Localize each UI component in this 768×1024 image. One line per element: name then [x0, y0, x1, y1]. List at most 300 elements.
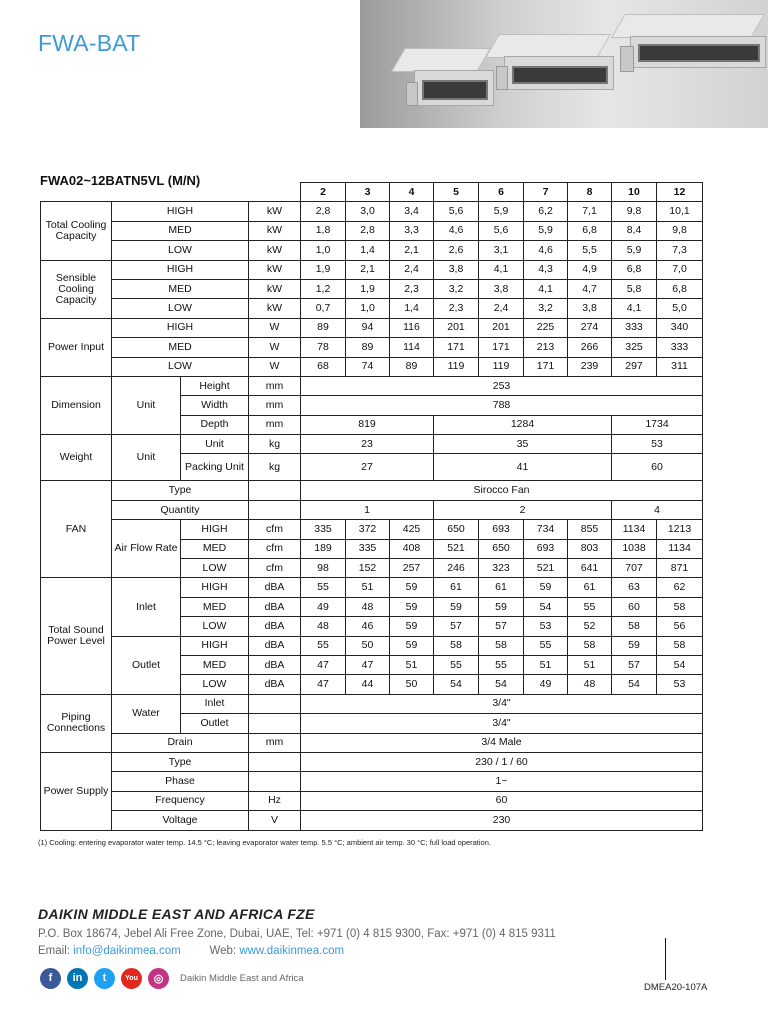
fan-coil-unit-small	[384, 48, 484, 110]
unit-cell	[249, 752, 301, 771]
value-cell: 3,8	[434, 260, 479, 279]
capacity-header: 10	[612, 183, 657, 202]
fan-coil-unit-large	[604, 14, 764, 80]
level-label: MED	[181, 539, 249, 558]
level-label: LOW	[112, 357, 249, 376]
value-cell: 54	[524, 597, 568, 616]
value-cell: 98	[301, 559, 346, 578]
youtube-icon[interactable]: You	[121, 968, 142, 989]
value-cell: 5,9	[524, 221, 568, 240]
value-cell: 333	[657, 338, 703, 357]
value-cell: 58	[657, 597, 703, 616]
footnote: (1) Cooling: entering evaporator water temp. 14.5 °C; leaving evaporator water temp. 5.5 °C; ambient air temp. 30 °C; full load operation.	[38, 838, 491, 847]
value-cell: 521	[434, 539, 479, 558]
row-label-fan: FAN	[41, 481, 112, 578]
value-cell: 323	[479, 559, 524, 578]
value-cell: 2,1	[390, 241, 434, 260]
row-label-power-input: Power Input	[41, 318, 112, 376]
value-cell: 693	[479, 520, 524, 539]
param-label: Inlet	[181, 694, 249, 713]
value-cell: 2,8	[301, 202, 346, 221]
value-cell: 58	[479, 636, 524, 655]
value-cell: 521	[524, 559, 568, 578]
unit-cell: mm	[249, 376, 301, 395]
value-cell: 734	[524, 520, 568, 539]
value-cell: 55	[524, 636, 568, 655]
unit-cell: dBA	[249, 636, 301, 655]
value-cell: 2,6	[434, 241, 479, 260]
instagram-icon[interactable]: ◎	[148, 968, 169, 989]
value-cell: 1,8	[301, 221, 346, 240]
value-cell: 4,6	[524, 241, 568, 260]
value-cell: 78	[301, 338, 346, 357]
value-cell: 61	[434, 578, 479, 597]
value-cell: 2,8	[346, 221, 390, 240]
unit-cell: dBA	[249, 655, 301, 674]
value-cell: 246	[434, 559, 479, 578]
unit-cell: kW	[249, 260, 301, 279]
value-cell: 23	[301, 435, 434, 454]
table-row	[41, 357, 703, 376]
value-cell: 0,7	[301, 299, 346, 318]
value-cell: 803	[568, 539, 612, 558]
row-label-power-supply: Power Supply	[41, 752, 112, 830]
value-cell: 4,1	[479, 260, 524, 279]
value-cell: 325	[612, 338, 657, 357]
unit-cell: W	[249, 318, 301, 337]
unit-cell: kW	[249, 202, 301, 221]
unit-cell: kg	[249, 435, 301, 454]
table-row	[41, 636, 703, 655]
value-cell: 225	[524, 318, 568, 337]
company-address: P.O. Box 18674, Jebel Ali Free Zone, Dubai, UAE, Tel: +971 (0) 4 815 9300, Fax: +971 (0) 4 815 9311	[38, 928, 556, 940]
value-cell: 59	[434, 597, 479, 616]
fan-coil-unit-medium	[478, 34, 608, 100]
value-cell: 189	[301, 539, 346, 558]
value-cell: 201	[434, 318, 479, 337]
value-cell: 60	[612, 597, 657, 616]
value-cell: 213	[524, 338, 568, 357]
sub-label: Unit	[112, 376, 181, 434]
brand-title: FWA-BAT	[38, 30, 141, 56]
value-cell: 3,4	[390, 202, 434, 221]
value-cell: 6,2	[524, 202, 568, 221]
value-cell: 2,4	[390, 260, 434, 279]
value-cell: 707	[612, 559, 657, 578]
value-cell: 55	[301, 578, 346, 597]
value-cell: 47	[301, 675, 346, 694]
value-cell: 59	[390, 578, 434, 597]
value-cell: 9,8	[657, 221, 703, 240]
value-cell: 58	[568, 636, 612, 655]
table-row	[41, 733, 703, 752]
table-row	[41, 811, 703, 830]
value-cell: 55	[568, 597, 612, 616]
unit-cell	[249, 772, 301, 791]
company-name: DAIKIN MIDDLE EAST AND AFRICA FZE	[38, 906, 315, 922]
sub-label: Air Flow Rate	[112, 520, 181, 578]
value-cell: 1~	[301, 772, 703, 791]
value-cell: 425	[390, 520, 434, 539]
value-cell: 1,0	[346, 299, 390, 318]
value-cell: 4,1	[524, 279, 568, 298]
value-cell: 54	[479, 675, 524, 694]
value-cell: 641	[568, 559, 612, 578]
row-label-weight: Weight	[41, 435, 112, 481]
value-cell: 50	[346, 636, 390, 655]
param-label: Voltage	[112, 811, 249, 830]
value-cell: 1734	[612, 415, 703, 434]
value-cell: 41	[434, 454, 612, 481]
unit-cell: dBA	[249, 578, 301, 597]
value-cell: 5,6	[434, 202, 479, 221]
table-row	[41, 241, 703, 260]
value-cell: 871	[657, 559, 703, 578]
value-cell: 171	[524, 357, 568, 376]
row-label-total-cooling: Total Cooling Capacity	[41, 202, 112, 260]
value-cell: 3/4 Male	[301, 733, 703, 752]
social-links	[40, 967, 304, 989]
value-cell: 59	[390, 617, 434, 636]
value-cell: Sirocco Fan	[301, 481, 703, 500]
email-link[interactable]: info@daikinmea.com	[73, 945, 181, 957]
value-cell: 1,2	[301, 279, 346, 298]
value-cell: 1,9	[346, 279, 390, 298]
value-cell: 3,0	[346, 202, 390, 221]
web-label: Web:	[209, 945, 240, 957]
value-cell: 119	[479, 357, 524, 376]
unit-cell: dBA	[249, 597, 301, 616]
value-cell: 1,9	[301, 260, 346, 279]
value-cell: 58	[434, 636, 479, 655]
linkedin-icon[interactable]: in	[67, 968, 88, 989]
unit-cell: mm	[249, 415, 301, 434]
table-row	[41, 694, 703, 713]
level-label: MED	[112, 338, 249, 357]
param-label: Drain	[112, 733, 249, 752]
value-cell: 47	[301, 655, 346, 674]
value-cell: 4,6	[434, 221, 479, 240]
value-cell: 6,8	[657, 279, 703, 298]
value-cell: 7,1	[568, 202, 612, 221]
value-cell: 52	[568, 617, 612, 636]
value-cell: 9,8	[612, 202, 657, 221]
capacity-header: 6	[479, 183, 524, 202]
level-label: MED	[112, 279, 249, 298]
row-label-piping: Piping Connections	[41, 694, 112, 752]
value-cell: 57	[434, 617, 479, 636]
value-cell: 7,0	[657, 260, 703, 279]
social-handle: Daikin Middle East and Africa	[180, 972, 304, 984]
param-label: Packing Unit	[181, 454, 249, 481]
email-label: Email:	[38, 945, 74, 957]
value-cell: 3/4"	[301, 694, 703, 713]
value-cell: 50	[390, 675, 434, 694]
value-cell: 239	[568, 357, 612, 376]
value-cell: 5,9	[612, 241, 657, 260]
table-row	[41, 260, 703, 279]
param-label: Quantity	[112, 500, 249, 519]
value-cell: 57	[479, 617, 524, 636]
value-cell: 59	[390, 636, 434, 655]
header-blank	[41, 183, 301, 202]
value-cell: 1	[301, 500, 434, 519]
value-cell: 55	[479, 655, 524, 674]
level-label: HIGH	[112, 318, 249, 337]
table-row	[41, 752, 703, 771]
value-cell: 3/4"	[301, 714, 703, 733]
value-cell: 1,4	[390, 299, 434, 318]
value-cell: 51	[390, 655, 434, 674]
level-label: HIGH	[112, 260, 249, 279]
row-label-dimension: Dimension	[41, 376, 112, 434]
value-cell: 5,9	[479, 202, 524, 221]
value-cell: 53	[524, 617, 568, 636]
param-label: Unit	[181, 435, 249, 454]
unit-cell: kW	[249, 221, 301, 240]
value-cell: 274	[568, 318, 612, 337]
sub-label: Unit	[112, 435, 181, 481]
param-label: Width	[181, 396, 249, 415]
model-title: FWA02~12BATN5VL (M/N)	[40, 173, 201, 188]
value-cell: 74	[346, 357, 390, 376]
value-cell: 201	[479, 318, 524, 337]
table-row	[41, 791, 703, 810]
web-link[interactable]: www.daikinmea.com	[239, 945, 345, 957]
value-cell: 53	[612, 435, 703, 454]
value-cell: 693	[524, 539, 568, 558]
value-cell: 1134	[612, 520, 657, 539]
value-cell: 266	[568, 338, 612, 357]
value-cell: 60	[301, 791, 703, 810]
value-cell: 1284	[434, 415, 612, 434]
value-cell: 55	[434, 655, 479, 674]
table-row	[41, 500, 703, 519]
unit-cell: kg	[249, 454, 301, 481]
table-row	[41, 279, 703, 298]
capacity-header: 4	[390, 183, 434, 202]
table-row	[41, 299, 703, 318]
value-cell: 94	[346, 318, 390, 337]
value-cell: 650	[434, 520, 479, 539]
value-cell: 3,8	[568, 299, 612, 318]
value-cell: 335	[346, 539, 390, 558]
table-row	[41, 481, 703, 500]
unit-cell: mm	[249, 396, 301, 415]
value-cell: 56	[657, 617, 703, 636]
value-cell: 1134	[657, 539, 703, 558]
sub-label: Water	[112, 694, 181, 733]
facebook-icon[interactable]: f	[40, 968, 61, 989]
value-cell: 60	[612, 454, 703, 481]
table-row	[41, 435, 703, 454]
value-cell: 54	[434, 675, 479, 694]
unit-cell: dBA	[249, 675, 301, 694]
value-cell: 3,8	[479, 279, 524, 298]
value-cell: 54	[657, 655, 703, 674]
value-cell: 5,6	[479, 221, 524, 240]
value-cell: 58	[657, 636, 703, 655]
value-cell: 171	[479, 338, 524, 357]
row-label-sound: Total Sound Power Level	[41, 578, 112, 694]
value-cell: 3,2	[434, 279, 479, 298]
value-cell: 4	[612, 500, 703, 519]
capacity-header: 5	[434, 183, 479, 202]
unit-cell: dBA	[249, 617, 301, 636]
value-cell: 59	[390, 597, 434, 616]
value-cell: 4,9	[568, 260, 612, 279]
unit-cell	[249, 500, 301, 519]
value-cell: 2,1	[346, 260, 390, 279]
value-cell: 230 / 1 / 60	[301, 752, 703, 771]
level-label: HIGH	[181, 636, 249, 655]
value-cell: 68	[301, 357, 346, 376]
unit-cell	[249, 714, 301, 733]
value-cell: 63	[612, 578, 657, 597]
table-row	[41, 221, 703, 240]
value-cell: 855	[568, 520, 612, 539]
unit-cell: kW	[249, 241, 301, 260]
value-cell: 61	[479, 578, 524, 597]
capacity-header: 7	[524, 183, 568, 202]
param-label: Height	[181, 376, 249, 395]
table-row	[41, 183, 703, 202]
value-cell: 3,3	[390, 221, 434, 240]
value-cell: 5,0	[657, 299, 703, 318]
unit-cell	[249, 694, 301, 713]
param-label: Type	[112, 481, 249, 500]
sub-label: Outlet	[112, 636, 181, 694]
table-row	[41, 202, 703, 221]
value-cell: 819	[301, 415, 434, 434]
value-cell: 4,1	[612, 299, 657, 318]
product-photo	[360, 0, 768, 128]
param-label: Type	[112, 752, 249, 771]
value-cell: 230	[301, 811, 703, 830]
capacity-header: 8	[568, 183, 612, 202]
level-label: LOW	[181, 559, 249, 578]
value-cell: 335	[301, 520, 346, 539]
value-cell: 59	[524, 578, 568, 597]
value-cell: 650	[479, 539, 524, 558]
value-cell: 2,3	[390, 279, 434, 298]
value-cell: 53	[657, 675, 703, 694]
value-cell: 48	[301, 617, 346, 636]
level-label: LOW	[181, 617, 249, 636]
value-cell: 4,7	[568, 279, 612, 298]
value-cell: 61	[568, 578, 612, 597]
value-cell: 3,2	[524, 299, 568, 318]
value-cell: 3,1	[479, 241, 524, 260]
table-row	[41, 520, 703, 539]
value-cell: 6,8	[612, 260, 657, 279]
value-cell: 35	[434, 435, 612, 454]
value-cell: 297	[612, 357, 657, 376]
spec-table	[40, 182, 703, 831]
value-cell: 48	[346, 597, 390, 616]
value-cell: 51	[568, 655, 612, 674]
level-label: HIGH	[112, 202, 249, 221]
param-label: Phase	[112, 772, 249, 791]
value-cell: 54	[612, 675, 657, 694]
value-cell: 253	[301, 376, 703, 395]
value-cell: 2,3	[434, 299, 479, 318]
capacity-header: 2	[301, 183, 346, 202]
value-cell: 48	[568, 675, 612, 694]
value-cell: 59	[479, 597, 524, 616]
level-label: LOW	[181, 675, 249, 694]
value-cell: 311	[657, 357, 703, 376]
document-code: DMEA20-107A	[644, 982, 708, 993]
value-cell: 6,8	[568, 221, 612, 240]
param-label: Frequency	[112, 791, 249, 810]
level-label: HIGH	[181, 520, 249, 539]
unit-cell: W	[249, 338, 301, 357]
value-cell: 152	[346, 559, 390, 578]
value-cell: 49	[524, 675, 568, 694]
level-label: MED	[181, 655, 249, 674]
value-cell: 171	[434, 338, 479, 357]
value-cell: 2,4	[479, 299, 524, 318]
value-cell: 340	[657, 318, 703, 337]
value-cell: 89	[301, 318, 346, 337]
table-row	[41, 318, 703, 337]
unit-cell: mm	[249, 733, 301, 752]
capacity-header: 12	[657, 183, 703, 202]
value-cell: 58	[612, 617, 657, 636]
table-row	[41, 338, 703, 357]
level-label: LOW	[112, 241, 249, 260]
value-cell: 372	[346, 520, 390, 539]
value-cell: 49	[301, 597, 346, 616]
value-cell: 89	[390, 357, 434, 376]
capacity-header: 3	[346, 183, 390, 202]
value-cell: 1213	[657, 520, 703, 539]
value-cell: 408	[390, 539, 434, 558]
barcode	[622, 938, 710, 980]
value-cell: 1,4	[346, 241, 390, 260]
twitter-icon[interactable]: t	[94, 968, 115, 989]
param-label: Depth	[181, 415, 249, 434]
value-cell: 8,4	[612, 221, 657, 240]
table-row	[41, 376, 703, 395]
value-cell: 89	[346, 338, 390, 357]
level-label: MED	[112, 221, 249, 240]
unit-cell: cfm	[249, 520, 301, 539]
unit-cell: W	[249, 357, 301, 376]
value-cell: 51	[346, 578, 390, 597]
value-cell: 10,1	[657, 202, 703, 221]
value-cell: 62	[657, 578, 703, 597]
value-cell: 27	[301, 454, 434, 481]
value-cell: 5,8	[612, 279, 657, 298]
unit-cell: kW	[249, 299, 301, 318]
value-cell: 44	[346, 675, 390, 694]
contact-line	[38, 945, 344, 957]
row-label-sensible-cooling: Sensible Cooling Capacity	[41, 260, 112, 318]
value-cell: 55	[301, 636, 346, 655]
level-label: MED	[181, 597, 249, 616]
table-row	[41, 578, 703, 597]
value-cell: 47	[346, 655, 390, 674]
value-cell: 51	[524, 655, 568, 674]
sub-label: Inlet	[112, 578, 181, 636]
unit-cell: Hz	[249, 791, 301, 810]
level-label: LOW	[112, 299, 249, 318]
value-cell: 119	[434, 357, 479, 376]
value-cell: 1,0	[301, 241, 346, 260]
value-cell: 7,3	[657, 241, 703, 260]
